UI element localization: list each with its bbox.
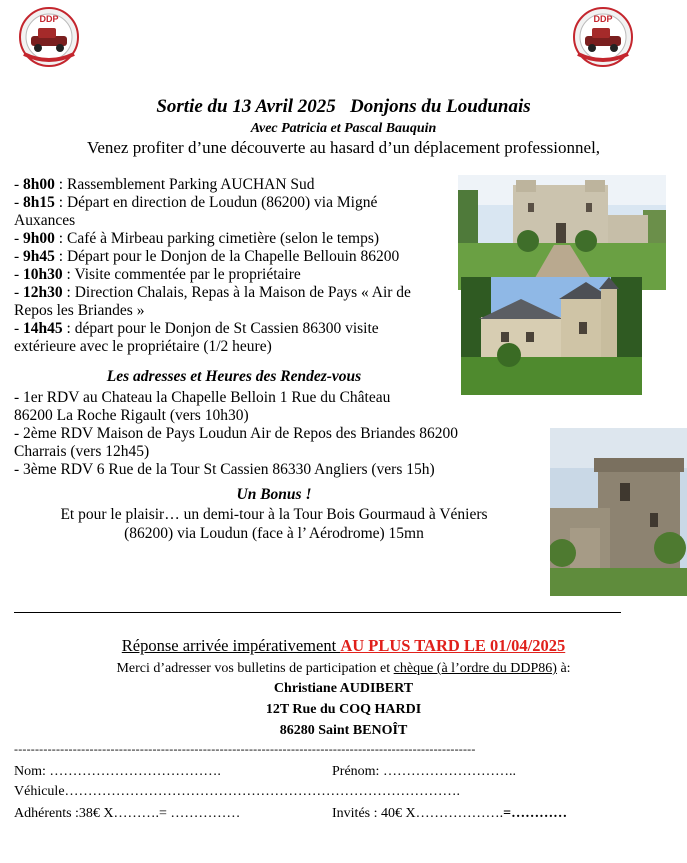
intro-text: Venez profiter d’une découverte au hasard d’un déplacement professionnel, — [86, 138, 601, 157]
schedule-item: - 12h30 : Direction Chalais, Repas à la Maison de Pays « Air de — [14, 284, 411, 301]
schedule-item-cont: Auxances — [14, 212, 76, 229]
reply-prefix: Réponse arrivée impérativement — [121, 636, 341, 655]
schedule-item: - 14h45 : départ pour le Donjon de St Cassien 86300 visite — [14, 320, 379, 337]
ddp-logo-right — [572, 6, 634, 68]
instructions-end: à: — [556, 661, 571, 676]
prenom-field[interactable]: Prénom: ……………………….. — [332, 764, 516, 779]
cut-line: -------------------------------------------------------------------------------------------------------------- — [14, 742, 476, 756]
vehicule-field[interactable]: Véhicule…………………………………………………………………………. — [14, 784, 461, 799]
photo-donjon-st-cassien — [550, 428, 687, 596]
schedule-item: - 8h15 : Départ en direction de Loudun (86200) via Migné — [14, 194, 378, 211]
schedule-item: - 9h00 : Café à Mirbeau parking cimetière (selon le temps) — [14, 230, 380, 247]
adherents-field[interactable]: Adhérents :38€ X……….= …………… — [14, 806, 241, 821]
invites-label: Invités : 40€ X………………. — [332, 806, 504, 821]
schedule-item: - 9h45 : Départ pour le Donjon de la Chapelle Bellouin 86200 — [14, 248, 400, 265]
rdv-item-cont: Charrais (vers 12h45) — [14, 443, 150, 460]
rdv-heading: Les adresses et Heures des Rendez-vous — [106, 368, 362, 385]
rdv-item: - 3ème RDV 6 Rue de la Tour St Cassien 86330 Angliers (vers 15h) — [14, 461, 435, 478]
bonus-text — [14, 505, 534, 543]
rdv-item-cont: 86200 La Roche Rigault (vers 10h30) — [14, 407, 249, 424]
rdv-list — [14, 389, 514, 479]
schedule-item-cont: Repos les Briandes » — [14, 302, 145, 319]
schedule-item: - 10h30 : Visite commentée par le propriétaire — [14, 266, 301, 283]
reply-instructions — [0, 661, 687, 677]
photo-maison-de-pays-chalais — [461, 277, 642, 395]
svg-text:DDP: DDP — [39, 14, 59, 24]
bonus-line: (86200) via Loudun (face à l’ Aérodrome) 15mn — [124, 525, 424, 542]
page-title: Sortie du 13 Avril 2025 Donjons du Loudunais — [156, 96, 531, 117]
instructions-cheque: chèque (à l’ordre du DDP86) — [393, 661, 557, 676]
horizontal-rule — [14, 612, 621, 613]
instructions-text: Merci d’adresser vos bulletins de participation et — [116, 661, 394, 676]
rdv-item: - 1er RDV au Chateau la Chapelle Belloin 1 Rue du Château — [14, 389, 391, 406]
schedule-item: - 8h00 : Rassemblement Parking AUCHAN Sud — [14, 176, 315, 193]
photo-chateau-chapelle-bellouin — [458, 175, 666, 290]
address-city: 86280 Saint BENOÎT — [279, 723, 408, 738]
reply-deadline-date: AU PLUS TARD LE 01/04/2025 — [340, 636, 566, 655]
bonus-line: Et pour le plaisir… un demi-tour à la Tour Bois Gourmaud à Véniers — [60, 506, 488, 523]
total-field[interactable]: =………… — [503, 806, 568, 821]
page-subtitle: Avec Patricia et Pascal Bauquin — [250, 121, 437, 136]
schedule-item-cont: extérieure avec le propriétaire (1/2 heure) — [14, 338, 272, 355]
rdv-item: - 2ème RDV Maison de Pays Loudun Air de Repos des Briandes 86200 — [14, 425, 458, 442]
svg-text:DDP: DDP — [593, 14, 613, 24]
invites-field[interactable] — [332, 806, 567, 822]
address-street: 12T Rue du COQ HARDI — [265, 702, 422, 717]
nom-field[interactable]: Nom: ………………………………. — [14, 764, 221, 779]
ddp-logo-left — [18, 6, 80, 68]
bonus-heading: Un Bonus ! — [236, 486, 312, 503]
address-name: Christiane AUDIBERT — [273, 681, 414, 696]
reply-deadline — [0, 636, 687, 656]
schedule-list — [14, 176, 454, 356]
